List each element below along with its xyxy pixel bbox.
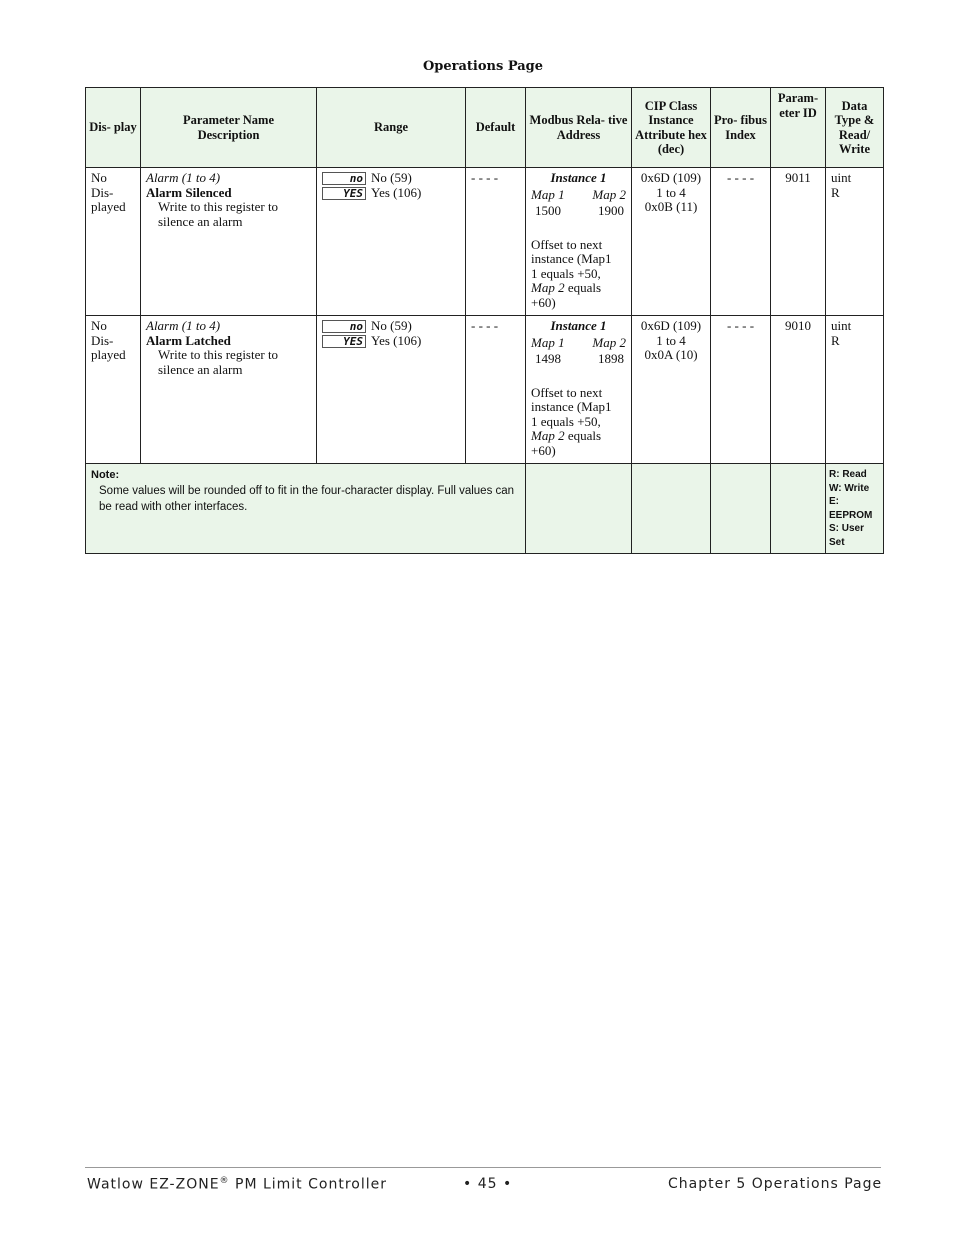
table-row xyxy=(86,316,884,464)
note-label: Note: xyxy=(91,469,120,481)
lcd-yes-icon: YES xyxy=(322,335,366,348)
legend-cell: R: Read W: Write E: EEPROM S: User Set xyxy=(826,464,884,554)
lcd-no-icon: no xyxy=(322,320,366,333)
param-name: Alarm Silenced xyxy=(146,184,232,200)
cip-cell: 0x6D (109) 1 to 4 0x0A (10) xyxy=(632,316,711,464)
header-default: Default xyxy=(466,88,526,168)
profibus-cell: - - - - xyxy=(711,168,771,316)
operations-table xyxy=(85,87,884,554)
param-description: Write to this register to xyxy=(158,199,279,214)
default-cell: - - - - xyxy=(466,316,526,464)
display-cell: No Dis- played xyxy=(86,316,141,464)
range-cell xyxy=(317,316,466,464)
range-option: Yes (106) xyxy=(371,185,422,201)
table-row xyxy=(86,168,884,316)
note-text: Some values will be rounded off to fit in the four-character display. Full values can be read with other interfaces. xyxy=(99,485,515,513)
cip-cell: 0x6D (109) 1 to 4 0x0B (11) xyxy=(632,168,711,316)
param-name: Alarm Latched xyxy=(146,332,231,348)
lcd-no-icon: no xyxy=(322,172,366,185)
table-header-row xyxy=(86,88,884,168)
empty-cell xyxy=(526,464,632,554)
param-id-cell: 9010 xyxy=(771,316,826,464)
param-id-cell: 9011 xyxy=(771,168,826,316)
range-option: Yes (106) xyxy=(371,333,422,349)
param-description: Write to this register to xyxy=(158,347,279,362)
footer-divider xyxy=(85,1167,881,1168)
display-cell: No Dis- played xyxy=(86,168,141,316)
range-option: No (59) xyxy=(371,170,412,186)
header-range: Range xyxy=(317,88,466,168)
data-type-cell: uint R xyxy=(826,316,884,464)
range-cell xyxy=(317,168,466,316)
modbus-cell: Instance 1 Map 1 Map 2 1500 1900 Offset to next instance (Map1 1 equals +50, Map 2 equals +60) xyxy=(526,168,632,316)
header-display: Dis- play xyxy=(86,88,141,168)
note-row xyxy=(86,464,884,554)
param-name-cell xyxy=(141,168,317,316)
page-title: Operations Page xyxy=(422,59,544,74)
data-type-cell: uint R xyxy=(826,168,884,316)
default-cell: - - - - xyxy=(466,168,526,316)
profibus-cell: - - - - xyxy=(711,316,771,464)
param-category: Alarm (1 to 4) xyxy=(146,170,221,185)
header-param-id: Param- eter ID xyxy=(771,88,826,168)
footer-product: Watlow EZ-ZONE® PM Limit Controller xyxy=(87,1176,387,1193)
empty-cell xyxy=(632,464,711,554)
footer-page-number: • 45 • xyxy=(463,1176,513,1192)
note-cell xyxy=(86,464,526,554)
footer-chapter: Chapter 5 Operations Page xyxy=(668,1176,883,1192)
lcd-yes-icon: YES xyxy=(322,187,366,200)
header-cip: CIP Class Instance Attribute hex (dec) xyxy=(632,88,711,168)
modbus-cell: Instance 1 Map 1 Map 2 1498 1898 Offset to next instance (Map1 1 equals +50, Map 2 equals +60) xyxy=(526,316,632,464)
param-name-cell xyxy=(141,316,317,464)
param-description: silence an alarm xyxy=(158,361,243,377)
empty-cell xyxy=(711,464,771,554)
header-data-type: Data Type & Read/ Write xyxy=(826,88,884,168)
param-description: silence an alarm xyxy=(158,213,243,229)
header-modbus: Modbus Rela- tive Address xyxy=(526,88,632,168)
empty-cell xyxy=(771,464,826,554)
range-option: No (59) xyxy=(371,318,412,334)
header-profibus: Pro- fibus Index xyxy=(711,88,771,168)
param-category: Alarm (1 to 4) xyxy=(146,318,221,333)
header-param-name: Parameter Name Description xyxy=(141,88,317,168)
